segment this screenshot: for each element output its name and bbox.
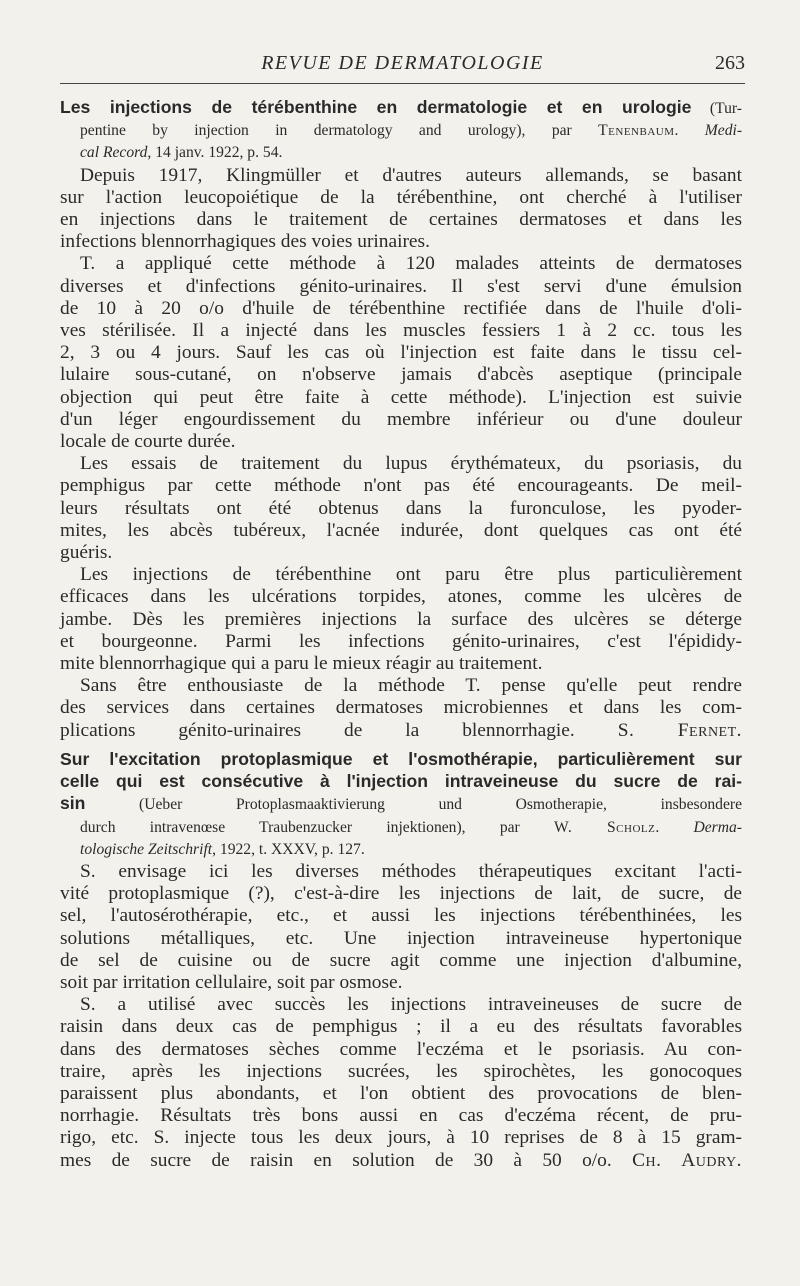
- ref-journal: Medi-: [704, 122, 743, 140]
- text-line: lulaire sous-cutané, on n'observe jamais d'abcès aseptique (principale: [60, 364, 742, 386]
- ref-text: durch intravenœse Traubenzucker injektionen), par: [80, 818, 555, 836]
- article-title: Les injections de térébenthine en dermatologie et en urologie: [60, 97, 692, 117]
- text-line: ves stérilisée. Il a injecté dans les muscles fessiers 1 à 2 cc. tous les: [60, 320, 742, 342]
- text-line: de 10 à 20 o/o d'huile de térébenthine rectifiée dans de l'huile d'oli-: [60, 297, 742, 319]
- paragraph: [60, 453, 742, 564]
- text-line: mes de sucre de raisin en solution de 30 à 50 o/o.: [60, 1149, 612, 1171]
- text-line: soit par irritation cellulaire, soit par osmose.: [60, 971, 403, 993]
- text-line: et bourgeonne. Parmi les infections génito-urinaires, c'est l'épididy-: [60, 630, 742, 652]
- article-osmotherapy: [60, 748, 742, 1172]
- text-line: vité protoplasmique (?), c'est-à-dire les injections de lait, de sucre, de: [60, 883, 742, 905]
- article-heading: [60, 792, 742, 816]
- ref-author: W. Scholz: [554, 818, 656, 836]
- text-line: Les essais de traitement du lupus érythémateux, du psoriasis, du: [80, 453, 742, 475]
- text-line: diverses et d'infections génito-urinaires. Il s'est servi d'une émulsion: [60, 275, 742, 297]
- text-line-with-signature: [60, 720, 742, 742]
- article-ref-line: durch intravenœse Traubenzucker injektionen), par W. Scholz. Derma-: [80, 818, 743, 836]
- text-line: jambe. Dès les premières injections la surface des ulcères se déterge: [60, 608, 742, 630]
- ref-journal: Derma-: [693, 818, 743, 836]
- ref-journal: tologische Zeitschrift: [80, 840, 213, 858]
- text-line: Sans être enthousiaste de la méthode T. pense qu'elle peut rendre: [80, 675, 742, 697]
- ref-text: , 14 janv. 1922, p. 54.: [147, 144, 283, 162]
- text-line: Les injections de térébenthine ont paru être plus particulièrement: [80, 564, 742, 586]
- article-ref-line: [60, 120, 742, 142]
- text-line: raisin dans deux cas de pemphigus ; il a eu des résultats favorables: [60, 1016, 742, 1038]
- paragraph: [60, 861, 742, 994]
- signature: Ch. Audry.: [632, 1149, 743, 1171]
- article-title-line: Sur l'excitation protoplasmique et l'osmothérapie, particulièrement sur: [60, 748, 742, 769]
- article-ref: (Tur-: [691, 100, 742, 117]
- paragraph: [60, 165, 742, 254]
- ref-text: , 1922, t. XXXV, p. 127.: [212, 840, 365, 858]
- article-heading: [60, 96, 742, 120]
- article-title-line: celle qui est consécutive à l'injection intraveineuse du sucre de rai-: [60, 771, 742, 792]
- text-line: T. a appliqué cette méthode à 120 malades atteints de dermatoses: [80, 253, 742, 275]
- text-column: [60, 96, 742, 1172]
- text-line: mites, les abcès tubéreux, l'acnée indurée, dont quelques cas ont été: [60, 519, 742, 541]
- ref-text: (Ueber Protoplasmaaktivierung und Osmotherapie, insbesondere: [85, 796, 742, 814]
- text-line: d'un léger engourdissement du membre inférieur ou d'une douleur: [60, 408, 742, 430]
- text-line: S. envisage ici les diverses méthodes thérapeutiques excitant l'acti-: [80, 860, 742, 882]
- ref-journal: cal Record: [80, 144, 148, 162]
- text-line: S. a utilisé avec succès les injections intraveineuses de sucre de: [80, 994, 742, 1016]
- article-turpentine: [60, 96, 742, 742]
- text-line: Depuis 1917, Klingmüller et d'autres auteurs allemands, se basant: [80, 164, 742, 186]
- text-line: objection qui peut être faite à cette méthode). L'injection est suivie: [60, 386, 742, 408]
- article-ref-line: [60, 839, 742, 861]
- text-line: infections blennorrhagiques des voies urinaires.: [60, 231, 430, 253]
- text-line: traire, après les injections sucrées, les spirochètes, les gonocoques: [60, 1060, 742, 1082]
- text-line-with-signature: [60, 1150, 742, 1172]
- text-line: sel, l'autosérothérapie, etc., et aussi les injections térébenthinées, les: [60, 905, 742, 927]
- ref-text: .: [674, 122, 705, 140]
- paragraph: [60, 994, 742, 1172]
- signature: S. Fernet.: [617, 719, 743, 741]
- article-ref-line: [60, 142, 742, 164]
- header-rule: [60, 83, 745, 84]
- text-line: leurs résultats ont été obtenus dans la furonculose, les pyoder-: [60, 497, 742, 519]
- paragraph: [60, 564, 742, 675]
- text-line: de sel de cuisine ou de sucre agit comme une injection d'albumine,: [60, 949, 742, 971]
- text-line: solutions métalliques, etc. Une injection intraveineuse hypertonique: [60, 927, 742, 949]
- page-number: 263: [715, 52, 745, 74]
- text-line: dans des dermatoses sèches comme l'eczéma et le psoriasis. Au con-: [60, 1038, 742, 1060]
- text-line: efficaces dans les ulcérations torpides, atones, comme les ulcères de: [60, 586, 742, 608]
- text-line: rigo, etc. S. injecte tous les deux jours, à 10 reprises de 8 à 15 gram-: [60, 1127, 742, 1149]
- text-line: 2, 3 ou 4 jours. Sauf les cas où l'injection est faite dans le tissu cel-: [60, 342, 742, 364]
- running-title: REVUE DE DERMATOLOGIE: [261, 52, 544, 74]
- text-line: pemphigus par cette méthode n'ont pas été encourageants. De meil-: [60, 475, 742, 497]
- text-line: paraissent plus abondants, et l'on obtient des provocations de blen-: [60, 1082, 742, 1104]
- text-line: mite blennorrhagique qui a paru le mieux réagir au traitement.: [60, 653, 543, 675]
- article-title-line: sin: [60, 793, 86, 814]
- paragraph: [60, 253, 742, 453]
- text-line: plications génito-urinaires de la blennorrhagie.: [60, 719, 575, 741]
- text-line: locale de courte durée.: [60, 431, 236, 453]
- text-line: norrhagie. Résultats très bons aussi en cas d'eczéma récent, de pru-: [60, 1105, 742, 1127]
- ref-text: pentine by injection in dermatology and urology), par: [80, 122, 599, 140]
- text-line: guéris.: [60, 542, 113, 564]
- text-line: des services dans certaines dermatoses microbiennes et dans les com-: [60, 697, 742, 719]
- ref-author: Tenenbaum: [598, 122, 675, 140]
- text-line: sur l'action leucopoiétique de la térébenthine, ont cherché à l'utiliser: [60, 186, 742, 208]
- running-header: [60, 52, 745, 86]
- paragraph: [60, 675, 742, 742]
- text-line: en injections dans le traitement de certaines dermatoses et dans les: [60, 209, 742, 231]
